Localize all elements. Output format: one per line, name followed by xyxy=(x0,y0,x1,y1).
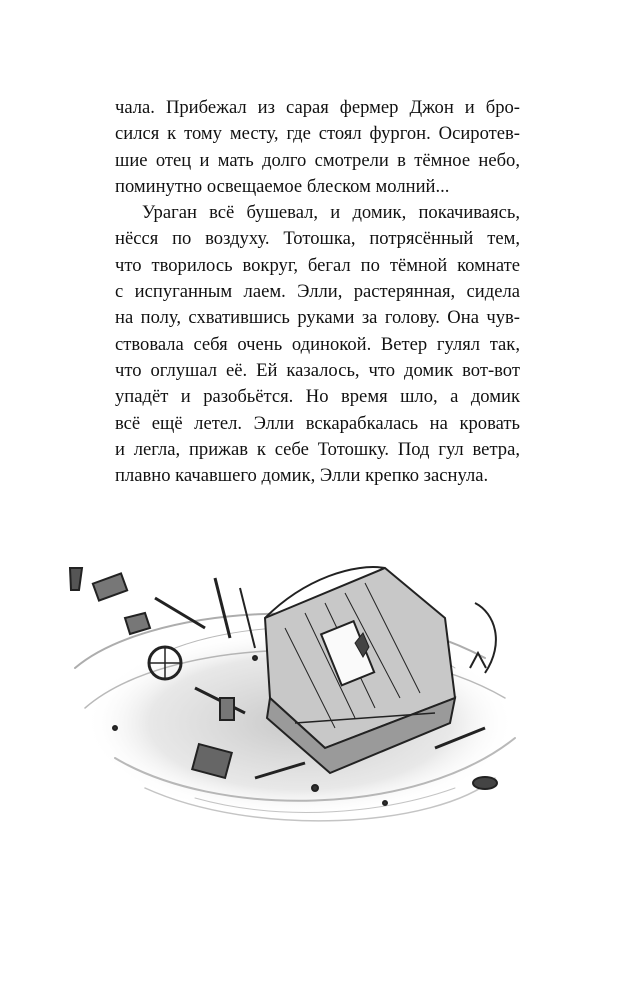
text-line: шие отец и мать долго смотрели в тёмное небо, xyxy=(115,149,520,171)
text-line: что творилось вокруг, бегал по тёмной комнате xyxy=(115,254,520,276)
text-line: что оглушал её. Ей казалось, что домик вот-вот xyxy=(115,359,520,381)
text-line: плавно качавшего домик, Элли крепко заснула. xyxy=(115,465,489,487)
text-line: и легла, прижав к себе Тотошку. Под гул ветра, xyxy=(115,438,520,460)
text-line: с испуганным лаем. Элли, растерянная, сидела xyxy=(115,281,520,303)
text-line: сился к тому месту, где стоял фургон. Осиротев- xyxy=(115,123,520,145)
house-in-tornado-illustration xyxy=(55,548,535,838)
text-line: поминутно освещаемое блеском молний... xyxy=(115,175,450,197)
body-text xyxy=(115,95,520,489)
text-line: на полу, схватившись руками за голову. Она чув- xyxy=(115,307,520,329)
text-line: упадёт и разобьётся. Но время шло, а домик xyxy=(115,386,520,408)
text-line: нёсся по воздуху. Тотошка, потрясённый тем, xyxy=(115,228,520,250)
paragraph-start-line: Ураган всё бушевал, и домик, покачиваясь, xyxy=(142,202,520,224)
text-line: ствовала себя очень одинокой. Ветер гулял так, xyxy=(115,333,520,355)
text-line: всё ещё летел. Элли вскарабкалась на кровать xyxy=(115,412,520,434)
text-line: чала. Прибежал из сарая фермер Джон и бро- xyxy=(115,97,520,118)
